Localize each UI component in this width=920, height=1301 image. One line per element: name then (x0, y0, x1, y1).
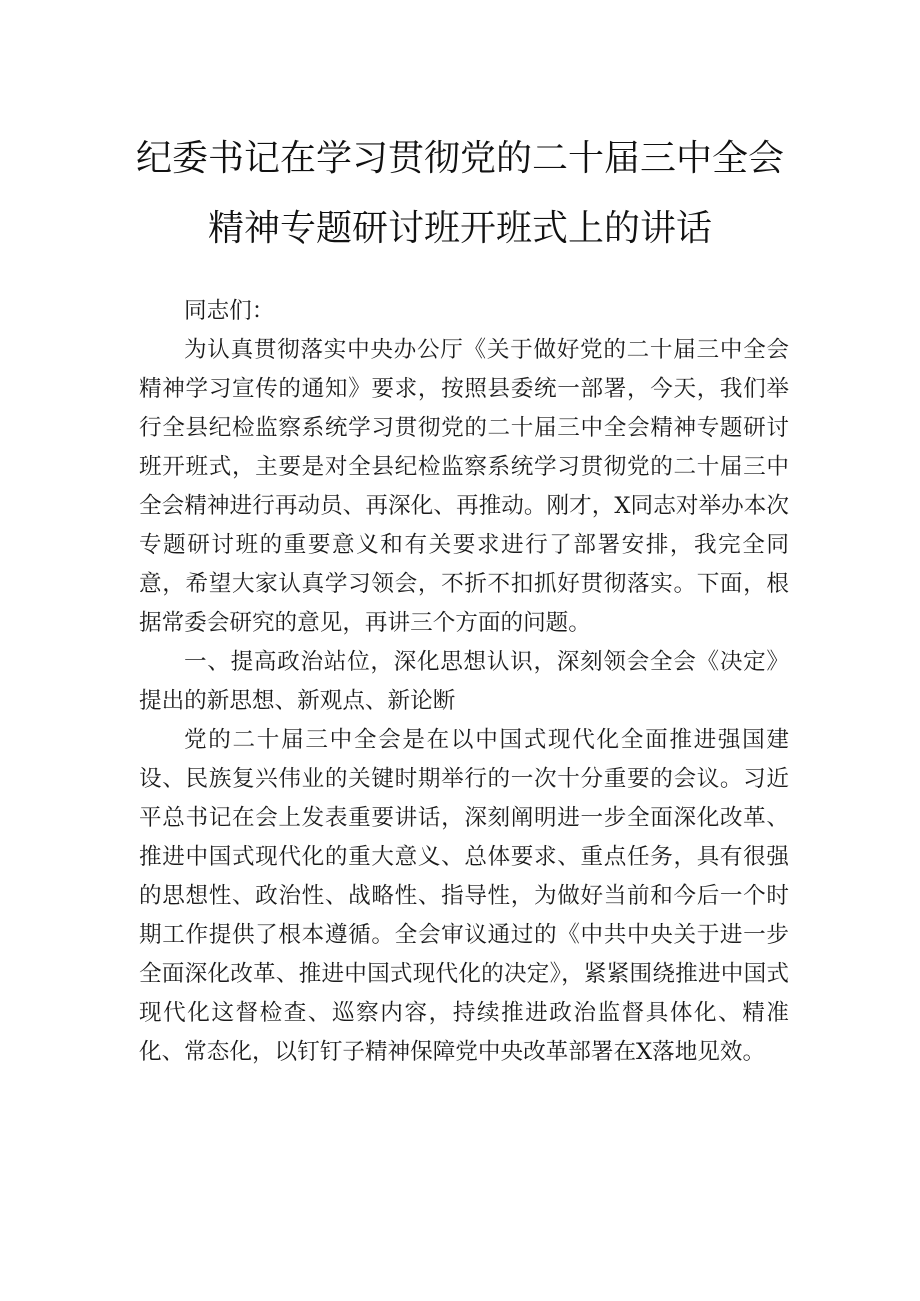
paragraph-section-1: 党的二十届三中全会是在以中国式现代化全面推进强国建设、民族复兴伟业的关键时期举行的一次十分重要的会议。习近平总书记在会上发表重要讲话，深刻阐明进一步全面深化改革、推进中国式现代化的重大意义、总体要求、重点任务，具有很强的思想性、政治性、战略性、指导性，为做好当前和今后一个时期工作提供了根本遵循。全会审议通过的《中共中央关于进一步全面深化改革、推进中国式现代化的决定》，紧紧围绕推进中国式现代化这督检查、巡察内容，持续推进政治监督具体化、精准化、常态化，以钉钉子精神保障党中央改革部署在X落地见效。 (139, 727, 789, 1065)
section-heading-1: 一、提高政治站位，深化思想认识，深刻领会全会《决定》提出的新思想、新观点、新论断 (139, 649, 789, 714)
salutation: 同志们： (184, 298, 275, 324)
document-body (139, 292, 789, 1072)
paragraph-intro: 为认真贯彻落实中央办公厅《关于做好党的二十届三中全会精神学习宣传的通知》要求，按照县委统一部署，今天，我们举行全县纪检监察系统学习贯彻党的二十届三中全会精神专题研讨班开班式，主要是对全县纪检监察系统学习贯彻党的二十届三中全会精神进行再动员、再深化、再推动。刚才，X同志对举办本次专题研讨班的重要意义和有关要求进行了部署安排，我完全同意，希望大家认真学习领会，不折不扣抓好贯彻落实。下面，根据常委会研究的意见，再讲三个方面的问题。 (139, 337, 789, 636)
document-title-line-2: 精神专题研讨班开班式上的讲话 (207, 208, 712, 249)
document-title-line-1: 纪委书记在学习贯彻党的二十届三中全会 (135, 138, 784, 179)
